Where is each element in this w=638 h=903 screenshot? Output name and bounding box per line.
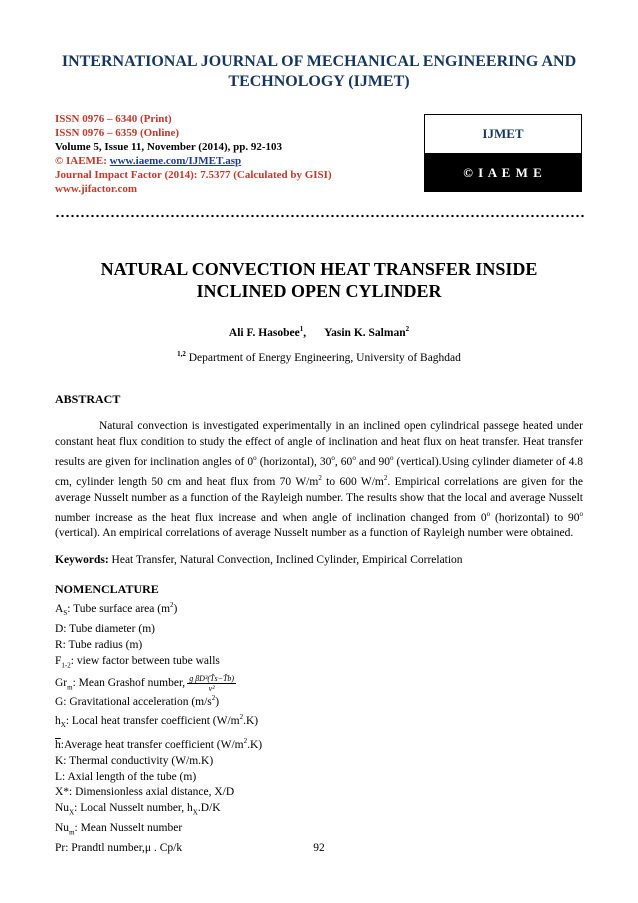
nom-item-f: $F_{1-2}$: view factor between tube walls bbox=[55, 654, 220, 669]
issn-print: ISSN 0976 – 6340 (Print) bbox=[55, 113, 172, 125]
copyright-prefix: © IAEME: bbox=[55, 155, 110, 167]
journal-title bbox=[40, 52, 598, 92]
affiliation-text: Department of Energy Engineering, University of Baghdad bbox=[185, 351, 461, 364]
ijmet-box: IJMET bbox=[424, 114, 582, 154]
nom-item-l: L: Axial length of the tube (m) bbox=[55, 770, 197, 783]
deg-6: o bbox=[579, 509, 583, 518]
volume-info: Volume 5, Issue 11, November (2014), pp. 92-103 bbox=[55, 141, 283, 153]
nom-item-hbar: $\overline{h}:Average$ heat transfer coefficient $(W/m^2.K)$ bbox=[55, 737, 263, 751]
nom-item-xstar: X*: Dimensionless axial distance, X/D bbox=[55, 786, 235, 799]
paper-title-line2: INCLINED OPEN CYLINDER bbox=[196, 281, 442, 301]
abstract-text-1: Natural convection is investigated experimentally in an inclined open cylindrical passege heated under constant heat flux condition to study the effect of angle of inclination and heat flux on heat transfer. Heat transfer results are given for inclination angles of 0 bbox=[55, 420, 583, 468]
journal-title-line1: INTERNATIONAL JOURNAL OF MECHANICAL ENGINEERING AND bbox=[61, 53, 577, 70]
iaeme-box: © I A E M E bbox=[424, 154, 582, 192]
author-2-sup: 2 bbox=[405, 325, 410, 333]
nom-item-pr: Pr: Prandtl number,μ . Cp/k bbox=[55, 842, 183, 855]
abstract-text-5: (vertical).Using cylinder diameter of 4.8 cm, cylinder length 50 cm and heat flux from 70 W/m bbox=[55, 455, 583, 488]
iaeme-link[interactable]: www.iaeme.com/IJMET.asp bbox=[109, 155, 242, 167]
copyright-line bbox=[55, 154, 332, 168]
dotted-divider bbox=[55, 213, 585, 219]
nom-item-nux: $Nu_X$: Local Nusselt number, $h_X.D/K$ bbox=[55, 802, 221, 817]
deg-1: o bbox=[253, 454, 257, 462]
abstract-text-8: (horizontal) to 90 bbox=[490, 511, 580, 524]
impact-factor: Journal Impact Factor (2014): 7.5377 (Calculated by GISI) bbox=[55, 169, 332, 181]
abstract-text-4: and 90 bbox=[355, 455, 390, 468]
nom-item-r: R: Tube radius (m) bbox=[55, 638, 143, 651]
author-2: Yasin K. Salman bbox=[324, 326, 406, 339]
nom-item-hx: $h_X$: Local heat transfer coefficient $(W/m^2.K)$ bbox=[55, 713, 259, 730]
nom-item-num: $Nu_m$: Mean Nusselt number bbox=[55, 822, 183, 837]
sq-2: 2 bbox=[383, 473, 388, 482]
nom-item-d: D: Tube diameter (m) bbox=[55, 622, 155, 635]
nomenclature-heading: NOMENCLATURE bbox=[55, 582, 159, 596]
journal-meta-block bbox=[55, 112, 332, 196]
deg-2: o bbox=[331, 454, 335, 462]
author-1: Ali F. Hasobee bbox=[228, 326, 300, 339]
nom-item-k: K: Thermal conductivity (W/m.K) bbox=[55, 754, 214, 767]
page-number: 92 bbox=[313, 842, 325, 854]
author-separator: , bbox=[303, 326, 307, 339]
abstract-text-2: (horizontal), 30 bbox=[256, 455, 332, 468]
paper-title bbox=[60, 258, 578, 302]
paper-title-line1: NATURAL CONVECTION HEAT TRANSFER INSIDE bbox=[100, 259, 538, 279]
deg-3: o bbox=[352, 454, 356, 462]
keywords-label: Keywords: bbox=[55, 554, 109, 566]
abstract-text-9: (vertical). An empirical correlations of average Nusselt number as a function of Rayleigh number were obtained. bbox=[55, 527, 574, 540]
keywords-text: Heat Transfer, Natural Convection, Inclined Cylinder, Empirical Correlation bbox=[108, 554, 463, 566]
grashof-formula: $\frac{\text{g βD³(Ťs−Ťb)}}{\text{ν²}}$ bbox=[189, 673, 235, 693]
journal-title-line2: TECHNOLOGY (IJMET) bbox=[228, 73, 410, 90]
abstract-text-3: , 60 bbox=[334, 455, 353, 468]
nom-item-gr: $Gr_m$: Mean Grashof number, $\frac{\text{g βD³(Ťs−Ťb)}}{\text{ν²}}$ bbox=[55, 673, 235, 693]
issn-online: ISSN 0976 – 6359 (Online) bbox=[55, 127, 180, 139]
deg-4: o bbox=[389, 454, 394, 462]
deg-5: o bbox=[486, 509, 491, 518]
authors bbox=[0, 325, 638, 339]
author-1-sup: 1 bbox=[299, 325, 304, 333]
affiliation bbox=[0, 350, 638, 364]
abstract-heading: ABSTRACT bbox=[55, 392, 121, 406]
sq-1: 2 bbox=[318, 473, 322, 482]
abstract-body bbox=[55, 418, 583, 541]
affiliation-sup: 1,2 bbox=[177, 350, 186, 358]
nom-item-as: $A_S$: Tube surface area $(m^2)$ bbox=[55, 601, 178, 618]
nom-item-g: G: Gravitational acceleration $(m/s^2)$ bbox=[55, 693, 220, 708]
nomenclature-list bbox=[55, 598, 262, 857]
abstract-text-7: . Empirical correlations are given for the average Nusselt number as a function of the Rayleigh number. The results show that the local and average Nusselt number increase as the heat flux increase and when angle of inclination changed from 0 bbox=[55, 475, 584, 524]
jif-link[interactable]: www.jifactor.com bbox=[55, 183, 138, 195]
keywords bbox=[55, 554, 583, 566]
abstract-text-6: to 600 W/m bbox=[321, 475, 384, 488]
